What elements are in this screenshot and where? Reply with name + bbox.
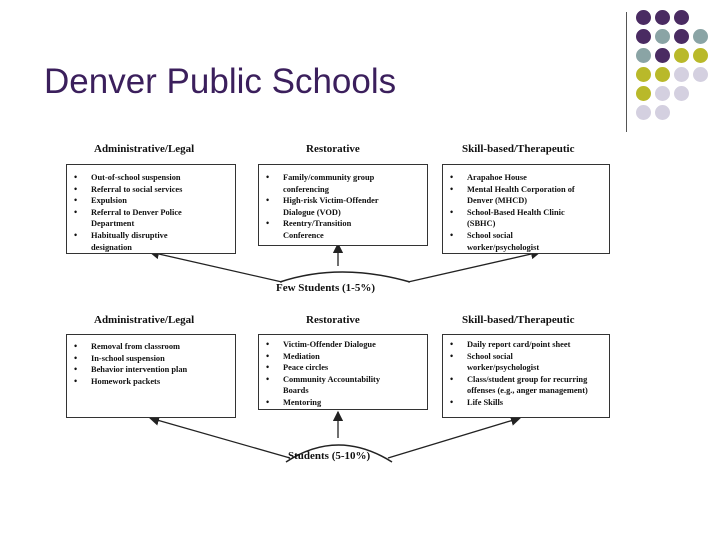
list-item: • Habitually disruptive designation: [91, 230, 201, 253]
list-item: • In-school suspension: [91, 353, 235, 365]
tier1-arrow-right: [408, 252, 540, 282]
tier1-restorative-box: [258, 164, 428, 246]
list-item: • Removal from classroom: [91, 341, 235, 353]
list-item: • Referral to social services: [91, 184, 235, 196]
slide-title: Denver Public Schools: [44, 62, 397, 101]
list-item: • Homework packets: [91, 376, 235, 388]
tier2-header-therapeutic: Skill-based/Therapeutic: [462, 314, 575, 326]
list-item: • Expulsion: [91, 195, 235, 207]
tier2-restorative-box: [258, 334, 428, 410]
list-item: • Family/community group conferencing: [283, 172, 405, 195]
tier2-students-label: Students (5-10%): [288, 450, 371, 462]
list-item: • Arapahoe House: [467, 172, 609, 184]
list-item: • Life Skills: [467, 397, 609, 409]
list-item: • Reentry/Transition Conference: [283, 218, 379, 241]
list-item: • Peace circles: [283, 362, 427, 374]
tier1-header-restorative: Restorative: [306, 143, 360, 155]
list-item: • Class/student group for recurring offenses (e.g., anger management): [467, 374, 595, 397]
list-item: • Out-of-school suspension: [91, 172, 235, 184]
tier2-therapeutic-box: [442, 334, 610, 418]
list-item: • Mentoring: [283, 397, 427, 409]
tier1-students-label: Few Students (1-5%): [276, 282, 375, 294]
list-item: • High-risk Victim-Offender Dialogue (VOD): [283, 195, 409, 218]
tier1-arrow-left: [150, 252, 282, 282]
tier2-header-administrative: Administrative/Legal: [94, 314, 195, 326]
list-item: • Mediation: [283, 351, 427, 363]
tier2-arrow-right: [388, 418, 520, 458]
tier1-header-administrative: Administrative/Legal: [94, 143, 195, 155]
tier1-header-therapeutic: Skill-based/Therapeutic: [462, 143, 575, 155]
list-item: • Mental Health Corporation of Denver (MHCD): [467, 184, 599, 207]
tier2-administrative-box: [66, 334, 236, 418]
tier1-therapeutic-box: [442, 164, 610, 254]
list-item: • Behavior intervention plan: [91, 364, 235, 376]
tier1-arc: [280, 272, 410, 282]
tier1-administrative-box: [66, 164, 236, 254]
tier2-header-restorative: Restorative: [306, 314, 360, 326]
list-item: • Daily report card/point sheet: [467, 339, 597, 351]
list-item: • Community Accountability Boards: [283, 374, 403, 397]
list-item: • School social worker/psychologist: [467, 351, 553, 374]
list-item: • School social worker/psychologist: [467, 230, 553, 253]
list-item: • Victim-Offender Dialogue: [283, 339, 427, 351]
tier2-arrow-left: [150, 418, 290, 458]
list-item: • School-Based Health Clinic (SBHC): [467, 207, 585, 230]
list-item: • Referral to Denver Police Department: [91, 207, 211, 230]
